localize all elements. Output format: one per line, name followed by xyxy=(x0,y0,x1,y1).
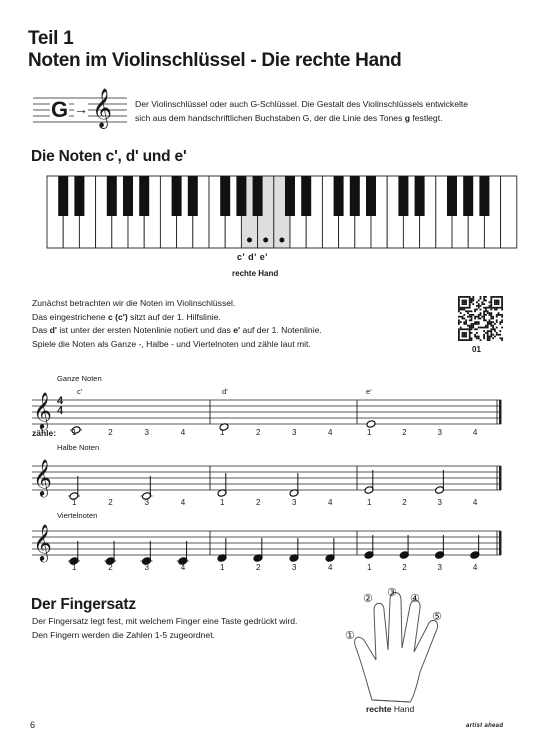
count-number: 4 xyxy=(472,428,478,437)
count-number: 1 xyxy=(72,563,77,572)
treble-clef-icon: 𝄞 xyxy=(92,88,113,128)
count-number: 2 xyxy=(108,563,113,572)
intro-line-1: Der Violinschlüssel oder auch G-Schlüssel. Die Gestalt des Violinschlüssels entwickelte xyxy=(135,99,469,109)
count-number: 1 xyxy=(220,428,225,437)
finger-1-icon: ① xyxy=(345,630,355,642)
key-labels: c' d' e' xyxy=(237,252,268,262)
expl-3b: d' xyxy=(49,325,57,335)
count-number: 3 xyxy=(292,498,297,507)
expl-3d: e' xyxy=(233,325,241,335)
expl-line-1: Zunächst betrachten wir die Noten im Violinschlüssel. xyxy=(32,298,236,308)
count-number: 3 xyxy=(292,428,297,437)
time-sig-bottom: 4 xyxy=(57,405,64,417)
count-number: 1 xyxy=(367,563,372,572)
count-number: 4 xyxy=(180,563,186,572)
expl-3e: auf der 1. Notenlinie. xyxy=(240,325,322,335)
count-number: 2 xyxy=(402,498,407,507)
hand-label xyxy=(366,704,414,714)
count-number: 2 xyxy=(256,498,261,507)
finger-3-icon: ③ xyxy=(387,587,397,599)
time-sig-top: 4 xyxy=(57,395,64,407)
count-number: 1 xyxy=(72,428,77,437)
staff1-treble-clef-icon: 𝄞 xyxy=(33,391,52,429)
expl-2a: Das eingestrichene xyxy=(32,311,108,322)
count-number: 2 xyxy=(108,498,113,507)
count-number: 4 xyxy=(472,498,478,507)
count-number: 1 xyxy=(72,498,77,507)
page-title: Noten im Violinschlüssel - Die rechte Hand xyxy=(28,50,402,71)
note-name-d: d' xyxy=(222,387,228,396)
expl-line-4: Spiele die Noten als Ganze -, Halbe - und Viertelnoten und zähle laut mit. xyxy=(32,338,311,349)
hand-label-b: Hand xyxy=(391,704,415,714)
qr-label: 01 xyxy=(472,345,481,354)
count-number: 3 xyxy=(437,498,442,507)
finger-5-icon: ⑤ xyxy=(432,611,442,623)
quarter-notes-label: Viertelnoten xyxy=(57,511,98,520)
count-number: 2 xyxy=(256,428,261,437)
intro-g: g xyxy=(404,112,410,123)
keyboard-hand-label: rechte Hand xyxy=(232,269,279,278)
staff2-treble-clef-icon: 𝄞 xyxy=(33,458,52,496)
half-notes-label: Halbe Noten xyxy=(57,443,100,452)
count-number: 1 xyxy=(220,563,225,572)
count-number: 4 xyxy=(328,498,333,507)
count-number: 4 xyxy=(180,428,186,437)
count-number: 3 xyxy=(144,563,149,572)
expl-2c: sitzt auf der 1. Hilfslinie. xyxy=(127,311,221,322)
expl-2b: c (c') xyxy=(107,311,128,322)
count-number: 1 xyxy=(367,498,372,507)
fing-line-1: Der Fingersatz legt fest, mit welchem Finger eine Taste gedrückt wird. xyxy=(32,616,298,626)
count-number: 4 xyxy=(180,498,186,507)
arrow-icon: → xyxy=(74,101,88,117)
finger-2-icon: ② xyxy=(363,593,373,605)
whole-notes-label: Ganze Noten xyxy=(57,374,102,383)
count-number: 1 xyxy=(367,428,372,437)
g-letter: G xyxy=(51,97,69,122)
count-number: 2 xyxy=(256,563,261,572)
count-number: 3 xyxy=(144,498,149,507)
count-number: 3 xyxy=(437,428,442,437)
count-number: 1 xyxy=(220,498,225,507)
intro-line-2c: festlegt. xyxy=(410,112,443,123)
brand-logo: artist ahead xyxy=(466,723,504,729)
count-number: 2 xyxy=(402,428,407,437)
count-number: 4 xyxy=(328,563,333,572)
expl-3a: Das xyxy=(32,325,50,335)
note-name-c: c' xyxy=(77,387,83,396)
expl-3c: ist unter der ersten Notenlinie notiert und das xyxy=(56,325,234,335)
count-number: 2 xyxy=(108,428,113,437)
finger-4-icon: ④ xyxy=(410,593,420,605)
fingering-heading: Der Fingersatz xyxy=(31,596,136,613)
hand-label-a: rechte xyxy=(366,704,392,714)
count-number: 4 xyxy=(472,563,478,572)
fing-line-2: Den Fingern werden die Zahlen 1-5 zugeordnet. xyxy=(32,629,215,640)
count-label: zähle: xyxy=(32,428,57,438)
count-number: 3 xyxy=(144,428,149,437)
count-number: 4 xyxy=(328,428,333,437)
count-number: 3 xyxy=(292,563,297,572)
intro-line-2a: sich aus dem handschriftlichen Buchstaben G, der die Linie des Tones xyxy=(135,112,405,123)
count-number: 2 xyxy=(402,563,407,572)
count-number: 3 xyxy=(437,563,442,572)
part-title: Teil 1 xyxy=(28,28,74,49)
note-name-e: e' xyxy=(366,387,372,396)
notes-heading: Die Noten c', d' und e' xyxy=(31,148,187,165)
page-number: 6 xyxy=(30,720,36,730)
staff3-treble-clef-icon: 𝄞 xyxy=(33,523,52,561)
